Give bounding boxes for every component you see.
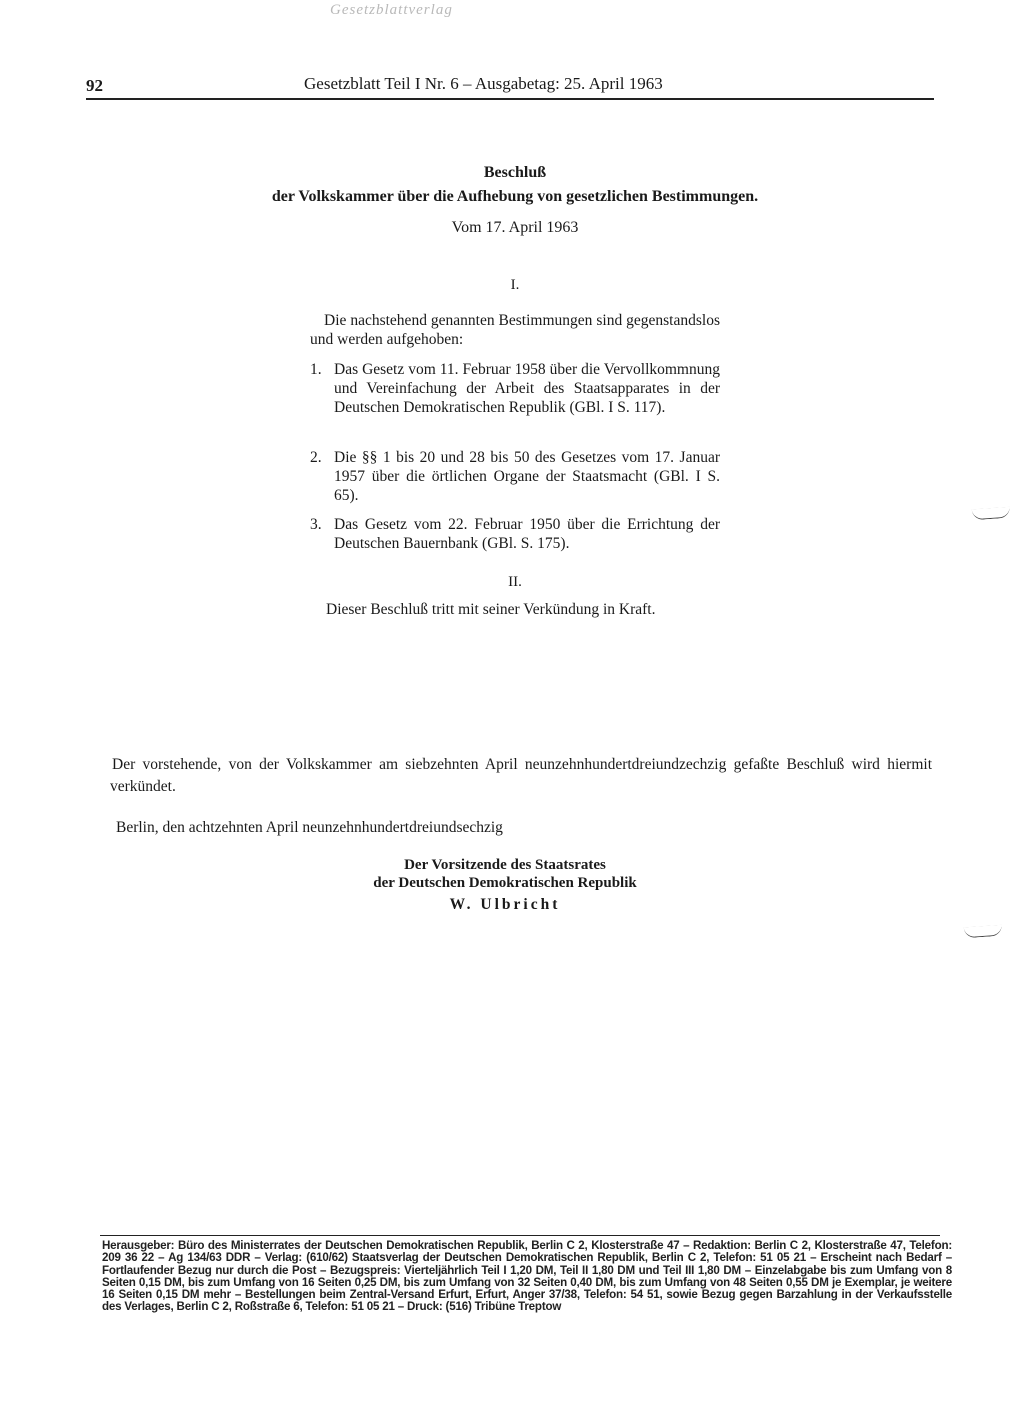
handwritten-margin-note: Gesetzblattverlag [330,2,453,18]
header-rule [86,98,934,100]
footer-rule [100,1235,940,1236]
place-date: Berlin, den achtzehnten April neunzehnhundertdreiundsechzig [116,819,503,836]
section-2-text: Dieser Beschluß tritt mit seiner Verkündung in Kraft. [326,601,656,618]
list-item-text: Das Gesetz vom 22. Februar 1950 über die Errichtung der Deutschen Bauernbank (GBl. S. 175). [334,516,720,552]
document-title: Beschluß [483,164,547,181]
page-header [86,74,934,100]
section-1-intro: Die nachstehend genannten Bestimmungen sind gegenstandslos und werden aufgehoben: [310,312,720,348]
promulgation-text: Der vorstehende, von der Volkskammer am siebzehnten April neunzehnhundertdreiundzechzig gefaßte Beschluß wird hiermit verkündet. [110,756,932,795]
pen-mark [972,507,1011,521]
section-mark-2: II. [508,574,522,590]
document-date: Vom 17. April 1963 [451,219,579,236]
publisher-imprint: Herausgeber: Büro des Ministerrates der Deutschen Demokratischen Republik, Berlin C 2, Klosterstraße 47 – Redaktion: Berlin C 2, Klosterstraße 47, Telefon: 209 36 22 – Ag 134/63 DDR – Verlag: (610/62) Staatsverlag der Deutschen Demokratischen Republik, Berlin C 2, Telefon: 51 05 21 – Erscheint nach Bedarf – Fortlaufender Bezug nur durch die Post – Bezugspreis: Vierteljährlich Teil I 1,20 DM, Teil II 1,80 DM und Teil III 1,80 DM – Einzelabgabe bis zum Umfang von 8 Seiten 0,15 DM, bis zum Umfang von 16 Seiten 0,25 DM, bis zum Umfang von 32 Seiten 0,40 DM, bis zum Umfang von 48 Seiten 0,55 DM je Exemplar, je weitere 16 Seiten 0,15 DM mehr – Bestellungen beim Zentral-Versand Erfurt, Erfurt, Anger 37/38, Telefon: 54 51, sowie Bezug gegen Barzahlung in der Verkaufsstelle des Verlages, Berlin C 2, Roßstraße 6, Telefon: 51 05 21 – Druck: (516) Tribüne Treptow [102,1239,952,1314]
list-item-text: Das Gesetz vom 11. Februar 1958 über die Vervollkommnung und Vereinfachung der Arbeit des Staatsapparates in der Deutschen Demokratischen Republik (GBl. I S. 117). [334,361,720,416]
signature-institution: der Deutschen Demokratischen Republik [373,875,637,891]
signature-title: Der Vorsitzende des Staatsrates [404,857,606,873]
running-title: Gesetzblatt Teil I Nr. 6 – Ausgabetag: 25. April 1963 [304,74,663,93]
signature-name: W. Ulbricht [449,896,561,913]
list-item-number: 2. [310,449,322,466]
pen-mark [964,925,1003,939]
page-number: 92 [86,76,103,95]
list-item-number: 1. [310,361,322,378]
document-subtitle: der Volkskammer über die Aufhebung von gesetzlichen Bestimmungen. [271,188,759,205]
list-item-number: 3. [310,516,322,533]
section-mark-1: I. [510,277,520,293]
list-item-text: Die §§ 1 bis 20 und 28 bis 50 des Gesetzes vom 17. Januar 1957 über die örtlichen Organe der Staatsmacht (GBl. I S. 65). [334,449,720,504]
